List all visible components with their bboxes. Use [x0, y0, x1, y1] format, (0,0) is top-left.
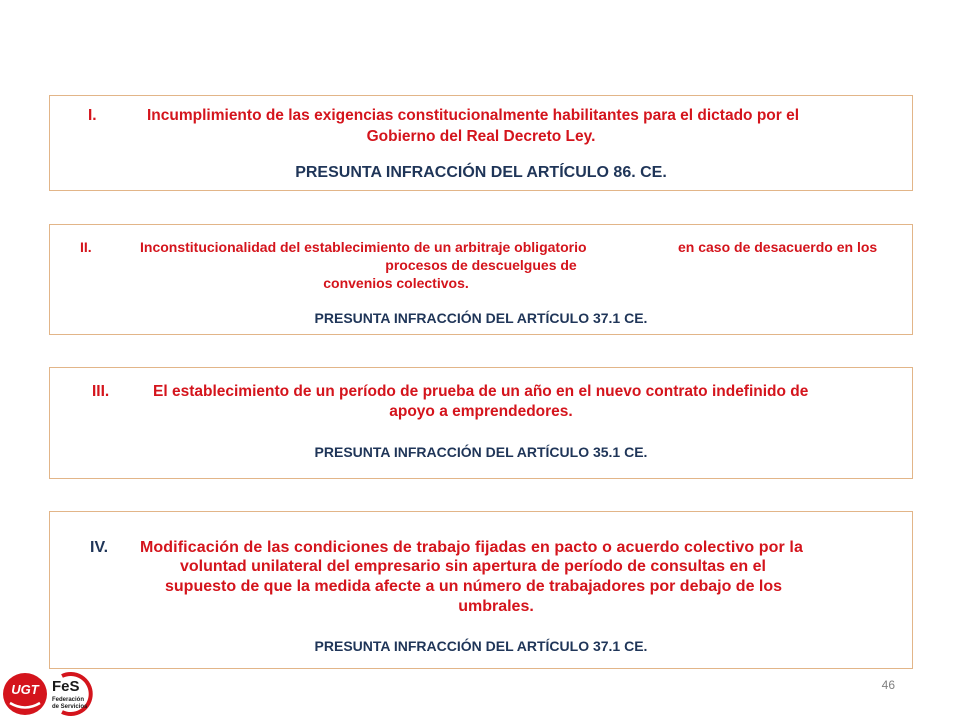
item-box-4: [49, 511, 913, 669]
item-2-infraction: PRESUNTA INFRACCIÓN DEL ARTÍCULO 37.1 CE.: [314, 310, 648, 326]
page-number: 46: [881, 678, 895, 692]
item-1-numeral: I.: [88, 107, 97, 124]
item-2-numeral: II.: [80, 239, 92, 255]
item-box-2: [49, 224, 913, 335]
fes-logo-sub-2: de Servicios: [52, 704, 88, 710]
item-1-line-2: Gobierno del Real Decreto Ley.: [366, 128, 596, 145]
item-1-infraction: PRESUNTA INFRACCIÓN DEL ARTÍCULO 86. CE.: [295, 164, 667, 181]
item-2-line-2: procesos de descuelgues de: [385, 257, 577, 273]
ugt-logo-text: UGT: [11, 682, 39, 697]
item-2-line-1b: en caso de desacuerdo en los: [678, 239, 878, 255]
ugt-logo-icon: [2, 670, 108, 718]
item-4-infraction: PRESUNTA INFRACCIÓN DEL ARTÍCULO 37.1 CE.: [314, 638, 648, 654]
item-3-infraction: PRESUNTA INFRACCIÓN DEL ARTÍCULO 35.1 CE.: [314, 444, 648, 460]
item-3-numeral: III.: [92, 383, 110, 400]
item-2-line-3: convenios colectivos.: [323, 275, 469, 291]
ugt-fes-logo: [2, 670, 108, 718]
item-3-line-1: El establecimiento de un período de prueba de un año en el nuevo contrato indefinido de: [153, 383, 809, 400]
item-4-line-2: voluntad unilateral del empresario sin apertura de período de consultas en el: [180, 558, 766, 575]
item-4-line-1: Modificación de las condiciones de trabajo fijadas en pacto o acuerdo colectivo por la: [140, 539, 803, 556]
item-3-line-2: apoyo a emprendedores.: [389, 403, 573, 420]
item-box-1: [49, 95, 913, 191]
item-4-line-3: supuesto de que la medida afecte a un número de trabajadores por debajo de los: [165, 578, 783, 595]
fes-logo-sub-1: Federación: [52, 697, 85, 703]
fes-logo-text: FeS: [52, 678, 80, 695]
item-2-line-1: Inconstitucionalidad del establecimiento de un arbitraje obligatorio: [140, 239, 587, 255]
item-box-3: [49, 367, 913, 479]
item-1-line-1: Incumplimiento de las exigencias constitucionalmente habilitantes para el dictado por el: [147, 107, 800, 124]
item-4-numeral: IV.: [90, 539, 109, 556]
item-4-line-4: umbrales.: [458, 598, 534, 615]
